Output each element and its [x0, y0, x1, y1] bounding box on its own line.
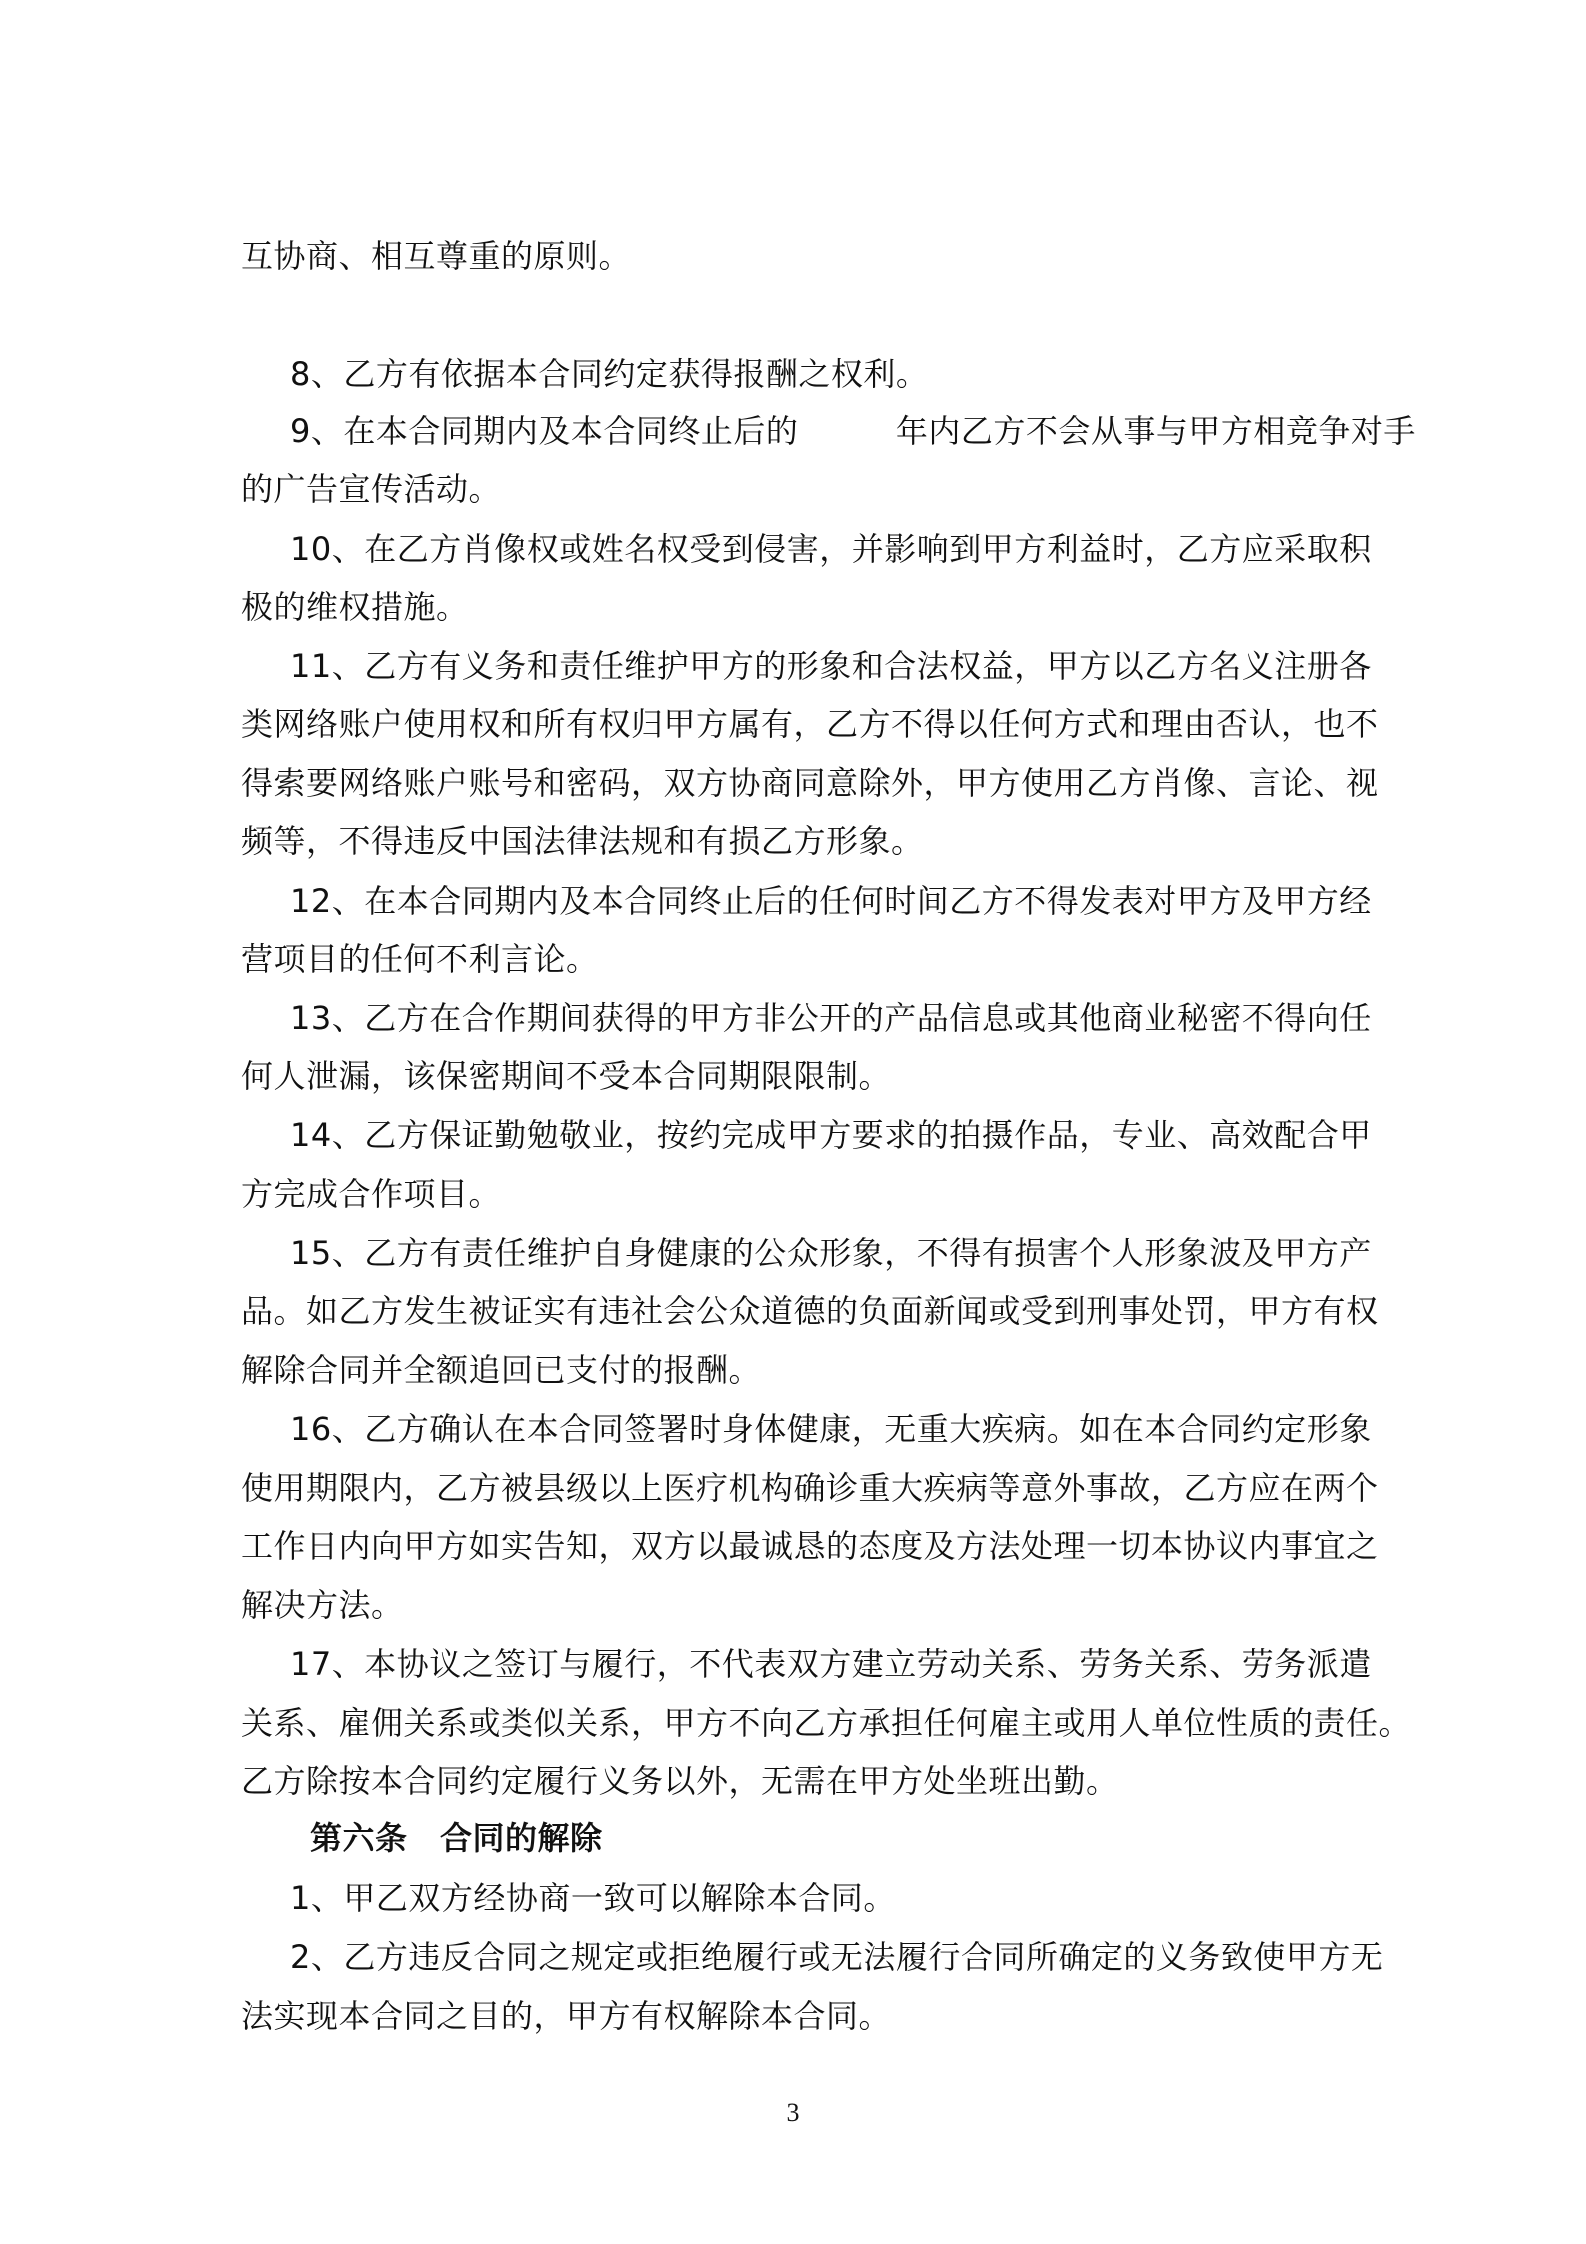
- text-line: 营项目的任何不利言论。: [241, 940, 599, 978]
- text-line: 法实现本合同之目的，甲方有权解除本合同。: [241, 1997, 892, 2035]
- clause-11: 11、乙方有义务和责任维护甲方的形象和合法权益，甲方以乙方名义注册各: [290, 647, 1372, 685]
- text-line: 方完成合作项目。: [241, 1175, 502, 1213]
- clause-termination-1: 1、甲乙双方经协商一致可以解除本合同。: [290, 1879, 896, 1917]
- clause-14: 14、乙方保证勤勉敬业，按约完成甲方要求的拍摄作品，专业、高效配合甲: [290, 1116, 1372, 1154]
- text-line: 的广告宣传活动。: [241, 470, 502, 508]
- text-line: 关系、雇佣关系或类似关系，甲方不向乙方承担任何雇主或用人单位性质的责任。: [241, 1704, 1412, 1742]
- clause-termination-2: 2、乙方违反合同之规定或拒绝履行或无法履行合同所确定的义务致使甲方无: [290, 1938, 1384, 1976]
- clause-10: 10、在乙方肖像权或姓名权受到侵害，并影响到甲方利益时，乙方应采取积: [290, 530, 1372, 568]
- clause-16: 16、乙方确认在本合同签署时身体健康，无重大疾病。如在本合同约定形象: [290, 1410, 1372, 1448]
- text-line: 频等，不得违反中国法律法规和有损乙方形象。: [241, 822, 924, 860]
- text-line: 工作日内向甲方如实告知，双方以最诚恳的态度及方法处理一切本协议内事宜之: [241, 1527, 1379, 1565]
- clause-8: 8、乙方有依据本合同约定获得报酬之权利。: [290, 355, 929, 393]
- clause-17: 17、本协议之签订与履行，不代表双方建立劳动关系、劳务关系、劳务派遣: [290, 1645, 1372, 1683]
- text-line: 使用期限内，乙方被县级以上医疗机构确诊重大疾病等意外事故，乙方应在两个: [241, 1469, 1379, 1507]
- text-line: 解除合同并全额追回已支付的报酬。: [241, 1351, 762, 1389]
- text-line: 何人泄漏，该保密期间不受本合同期限限制。: [241, 1057, 892, 1095]
- text-line: 类网络账户使用权和所有权归甲方属有，乙方不得以任何方式和理由否认，也不: [241, 705, 1379, 743]
- page-number: 3: [786, 2098, 800, 2127]
- text-line: 品。如乙方发生被证实有违社会公众道德的负面新闻或受到刑事处罚，甲方有权: [241, 1292, 1379, 1330]
- section-heading: 第六条 合同的解除: [310, 1819, 603, 1857]
- text-line: 互协商、相互尊重的原则。: [241, 237, 632, 275]
- clause-12: 12、在本合同期内及本合同终止后的任何时间乙方不得发表对甲方及甲方经: [290, 882, 1372, 920]
- clause-9: 9、在本合同期内及本合同终止后的 年内乙方不会从事与甲方相竞争对手: [290, 412, 1416, 450]
- text-line: 得索要网络账户账号和密码，双方协商同意除外，甲方使用乙方肖像、言论、视: [241, 764, 1379, 802]
- text-line: 极的维权措施。: [241, 588, 469, 626]
- clause-13: 13、乙方在合作期间获得的甲方非公开的产品信息或其他商业秘密不得向任: [290, 999, 1372, 1037]
- text-line: 解决方法。: [241, 1586, 404, 1624]
- text-line: 乙方除按本合同约定履行义务以外，无需在甲方处坐班出勤。: [241, 1762, 1119, 1800]
- clause-15: 15、乙方有责任维护自身健康的公众形象，不得有损害个人形象波及甲方产: [290, 1234, 1372, 1272]
